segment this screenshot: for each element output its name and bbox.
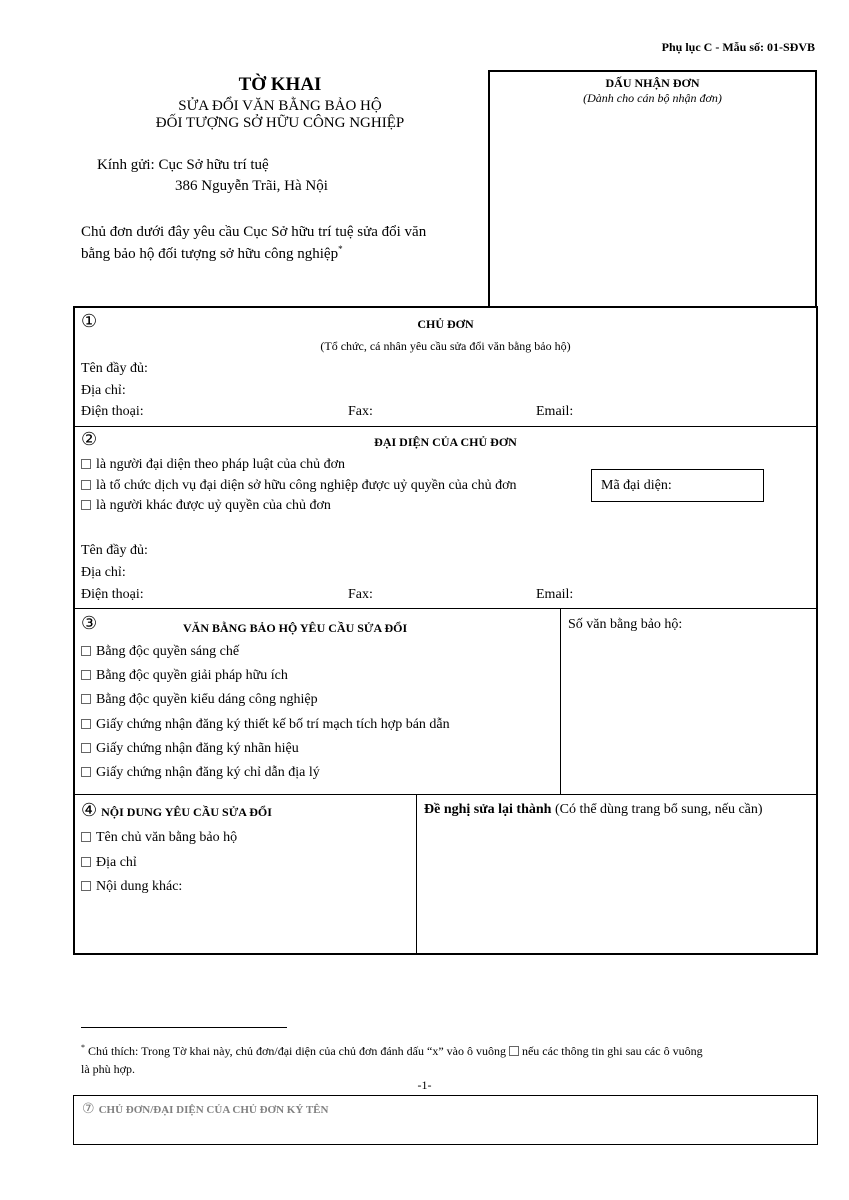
rep-option-legal[interactable]: là người đại diện theo pháp luật của chủ đơn — [81, 457, 345, 473]
divider-vertical — [560, 609, 561, 794]
rep-option-ip-service[interactable]: là tổ chức dịch vụ đại diện sở hữu công nghiệp được uỷ quyền của chủ đơn — [81, 478, 517, 494]
footnote-line-2: là phù hợp. — [81, 1062, 136, 1076]
section1-fax-field[interactable]: Fax: — [348, 404, 373, 419]
checkbox[interactable] — [81, 500, 91, 510]
cert-number-field[interactable]: Số văn bằng bảo hộ: — [568, 617, 683, 632]
cert-option-geo[interactable]: Giấy chứng nhận đăng ký chỉ dẫn địa lý — [81, 765, 320, 781]
section7-title: CHỦ ĐƠN/ĐẠI DIỆN CỦA CHỦ ĐƠN KÝ TÊN — [98, 1104, 329, 1116]
recipient-label: Kính gửi: Cục Sở hữu trí tuệ — [97, 157, 269, 173]
checkbox[interactable] — [81, 480, 91, 490]
section4-heading — [81, 802, 272, 821]
section1-subtitle: (Tổ chức, cá nhân yêu cầu sửa đổi văn bằng bảo hộ) — [320, 339, 571, 353]
checkbox-sample — [509, 1046, 519, 1056]
section2-email-field[interactable]: Email: — [536, 587, 574, 602]
section2-fax-field[interactable]: Fax: — [348, 587, 373, 602]
section3-number: ③ — [81, 613, 98, 634]
section2-phone-field[interactable]: Điện thoại: — [81, 587, 144, 602]
intro-line-1: Chủ đơn dưới đây yêu cầu Cục Sở hữu trí tuệ sửa đổi văn — [81, 224, 427, 240]
footnote-separator — [81, 1027, 287, 1028]
section1-title: CHỦ ĐƠN — [417, 317, 474, 331]
cert-option-layout[interactable]: Giấy chứng nhận đăng ký thiết kế bố trí mạch tích hợp bán dẫn — [81, 717, 450, 733]
form-subtitle-1: SỬA ĐỔI VĂN BẰNG BẢO HỘ — [178, 98, 382, 114]
divider — [74, 426, 817, 427]
checkbox[interactable] — [81, 459, 91, 469]
section7-heading — [82, 1100, 328, 1118]
appendix-code: Phụ lục C - Mẫu số: 01-SĐVB — [661, 40, 815, 54]
checkbox[interactable] — [81, 743, 91, 753]
change-option-other[interactable]: Nội dung khác: — [81, 879, 182, 895]
cert-option-design[interactable]: Bằng độc quyền kiểu dáng công nghiệp — [81, 692, 318, 708]
change-option-owner-name[interactable]: Tên chủ văn bằng bảo hộ — [81, 830, 237, 846]
section2-full-name-field[interactable]: Tên đầy đủ: — [81, 543, 148, 558]
section1-full-name-field[interactable]: Tên đầy đủ: — [81, 361, 148, 376]
checkbox[interactable] — [81, 646, 91, 656]
title-block — [75, 74, 485, 132]
stamp-title: DẤU NHẬN ĐƠN — [605, 76, 700, 90]
section1-number: ① — [81, 311, 98, 332]
section1-email-field[interactable]: Email: — [536, 404, 574, 419]
checkbox[interactable] — [81, 719, 91, 729]
section4-number: ④ — [81, 800, 98, 821]
section1-address-field[interactable]: Địa chỉ: — [81, 383, 126, 398]
signature-box[interactable] — [73, 1095, 818, 1145]
stamp-box — [488, 70, 817, 307]
footnote-mark: * — [338, 244, 343, 254]
page-number: -1- — [417, 1078, 432, 1092]
section2-title: ĐẠI DIỆN CỦA CHỦ ĐƠN — [374, 435, 517, 449]
cert-option-utility[interactable]: Bằng độc quyền giải pháp hữu ích — [81, 668, 288, 684]
checkbox[interactable] — [81, 857, 91, 867]
change-option-address[interactable]: Địa chỉ — [81, 855, 137, 871]
checkbox[interactable] — [81, 670, 91, 680]
divider — [74, 608, 817, 609]
stamp-subtitle: (Dành cho cán bộ nhận đơn) — [583, 91, 722, 105]
checkbox[interactable] — [81, 832, 91, 842]
section7-number: ⑦ — [82, 1101, 95, 1117]
form-subtitle-2: ĐỐI TƯỢNG SỞ HỮU CÔNG NGHIỆP — [155, 115, 405, 131]
form-title: TỜ KHAI — [238, 74, 322, 95]
section2-number: ② — [81, 429, 98, 450]
section4-title: NỘI DUNG YÊU CẦU SỬA ĐỔI — [101, 805, 272, 819]
proposal-field[interactable]: Đề nghị sửa lại thành (Có thể dùng trang bổ sung, nếu cần) — [424, 802, 763, 817]
section2-address-field[interactable]: Địa chỉ: — [81, 565, 126, 580]
checkbox[interactable] — [81, 881, 91, 891]
checkbox[interactable] — [81, 767, 91, 777]
rep-code-field[interactable]: Mã đại diện: — [591, 469, 764, 502]
divider-vertical — [416, 795, 417, 954]
cert-option-patent[interactable]: Bằng độc quyền sáng chế — [81, 644, 239, 660]
recipient-address: 386 Nguyễn Trãi, Hà Nội — [175, 178, 328, 194]
checkbox[interactable] — [81, 694, 91, 704]
divider — [74, 794, 817, 795]
cert-option-trademark[interactable]: Giấy chứng nhận đăng ký nhãn hiệu — [81, 741, 299, 757]
rep-option-other[interactable]: là người khác được uỷ quyền của chủ đơn — [81, 498, 331, 514]
section1-phone-field[interactable]: Điện thoại: — [81, 404, 144, 419]
footnote-line-1: * Chú thích: Trong Tờ khai này, chủ đơn/đại diện của chủ đơn đánh dấu “x” vào ô vuông nếu các thông tin ghi sau các ô vuông — [81, 1043, 703, 1058]
section3-title: VĂN BẰNG BẢO HỘ YÊU CẦU SỬA ĐỔI — [183, 621, 408, 635]
intro-line-2: bằng bảo hộ đối tượng sở hữu công nghiệp* — [81, 244, 343, 262]
